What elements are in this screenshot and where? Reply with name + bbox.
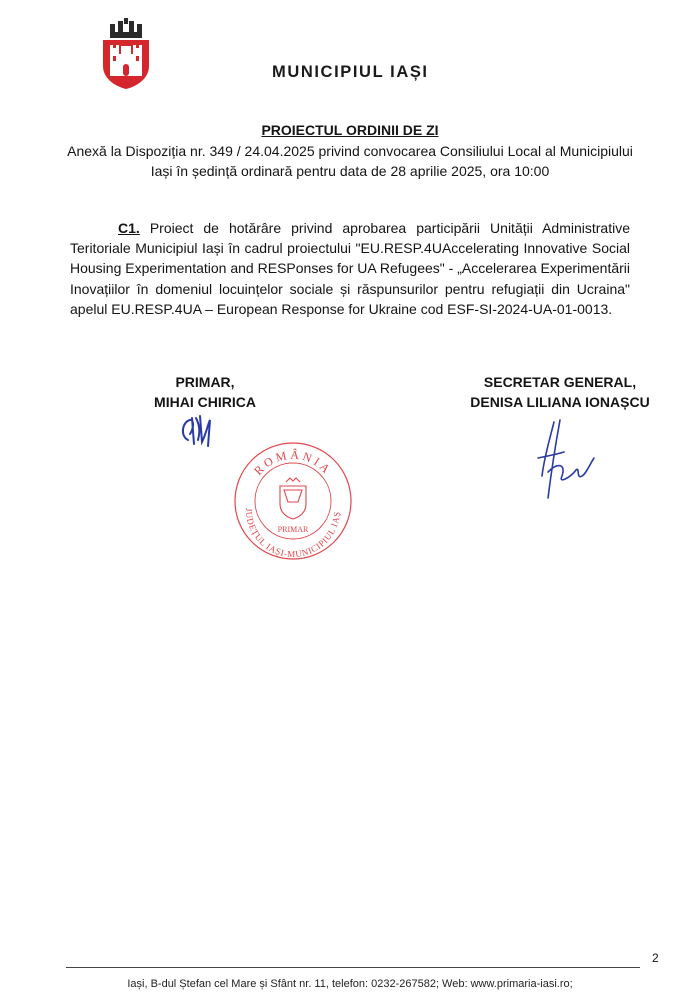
agenda-item (70, 218, 630, 319)
document-subtitle-line-1: Anexă la Dispoziția nr. 349 / 24.04.2025 privind convocarea Consiliului Local al Municipiului (67, 143, 633, 159)
stamp-text-bottom: JUDEȚUL IAȘI-MUNICIPIUL IAȘ (243, 508, 343, 560)
stamp-text-top: ROMÂNIA (251, 447, 335, 478)
secretary-name: DENISA LILIANA IONAȘCU (470, 394, 650, 410)
mayor-handwritten-signature (178, 410, 218, 456)
secretary-role: SECRETAR GENERAL, (483, 374, 637, 390)
secretary-signature-block (440, 372, 680, 412)
stamp-text-inner: PRIMAR (277, 525, 309, 534)
footer-divider (66, 967, 640, 968)
official-stamp (232, 440, 354, 562)
mayor-role: PRIMAR, (175, 374, 235, 390)
header-title: MUNICIPIUL IAȘI (272, 63, 429, 81)
agenda-item-text: Proiect de hotărâre privind aprobarea participării Unității Administrative Teritoriale Municipiul Iași în cadrul proiectului "EU.RESP.4UAccelerating Innovative Social Housing Experimentation and RESPonses for UA Refugees" - „Accelerarea Experimentării Inovațiilor în domeniul locuințelor sociale și răspunsurilor pentru refugiații din Ucraina" apelul EU.RESP.4UA – European Response for Ukraine cod ESF-SI-2024-UA-01-0013. (70, 220, 630, 317)
mayor-name: MIHAI CHIRICA (154, 394, 256, 410)
footer-address: Iași, B-dul Ștefan cel Mare și Sfânt nr. 11, telefon: 0232-267582; Web: www.primaria-iasi.ro; (127, 978, 573, 990)
page-number: 2 (652, 951, 659, 965)
document-title: PROIECTUL ORDINII DE ZI (261, 122, 439, 138)
coat-of-arms-icon (100, 18, 152, 90)
agenda-item-code: C1. (118, 220, 140, 236)
mayor-signature-block (120, 372, 290, 412)
secretary-handwritten-signature (530, 418, 596, 500)
document-subtitle-line-2: Iași în ședință ordinară pentru data de 28 aprilie 2025, ora 10:00 (150, 163, 550, 179)
